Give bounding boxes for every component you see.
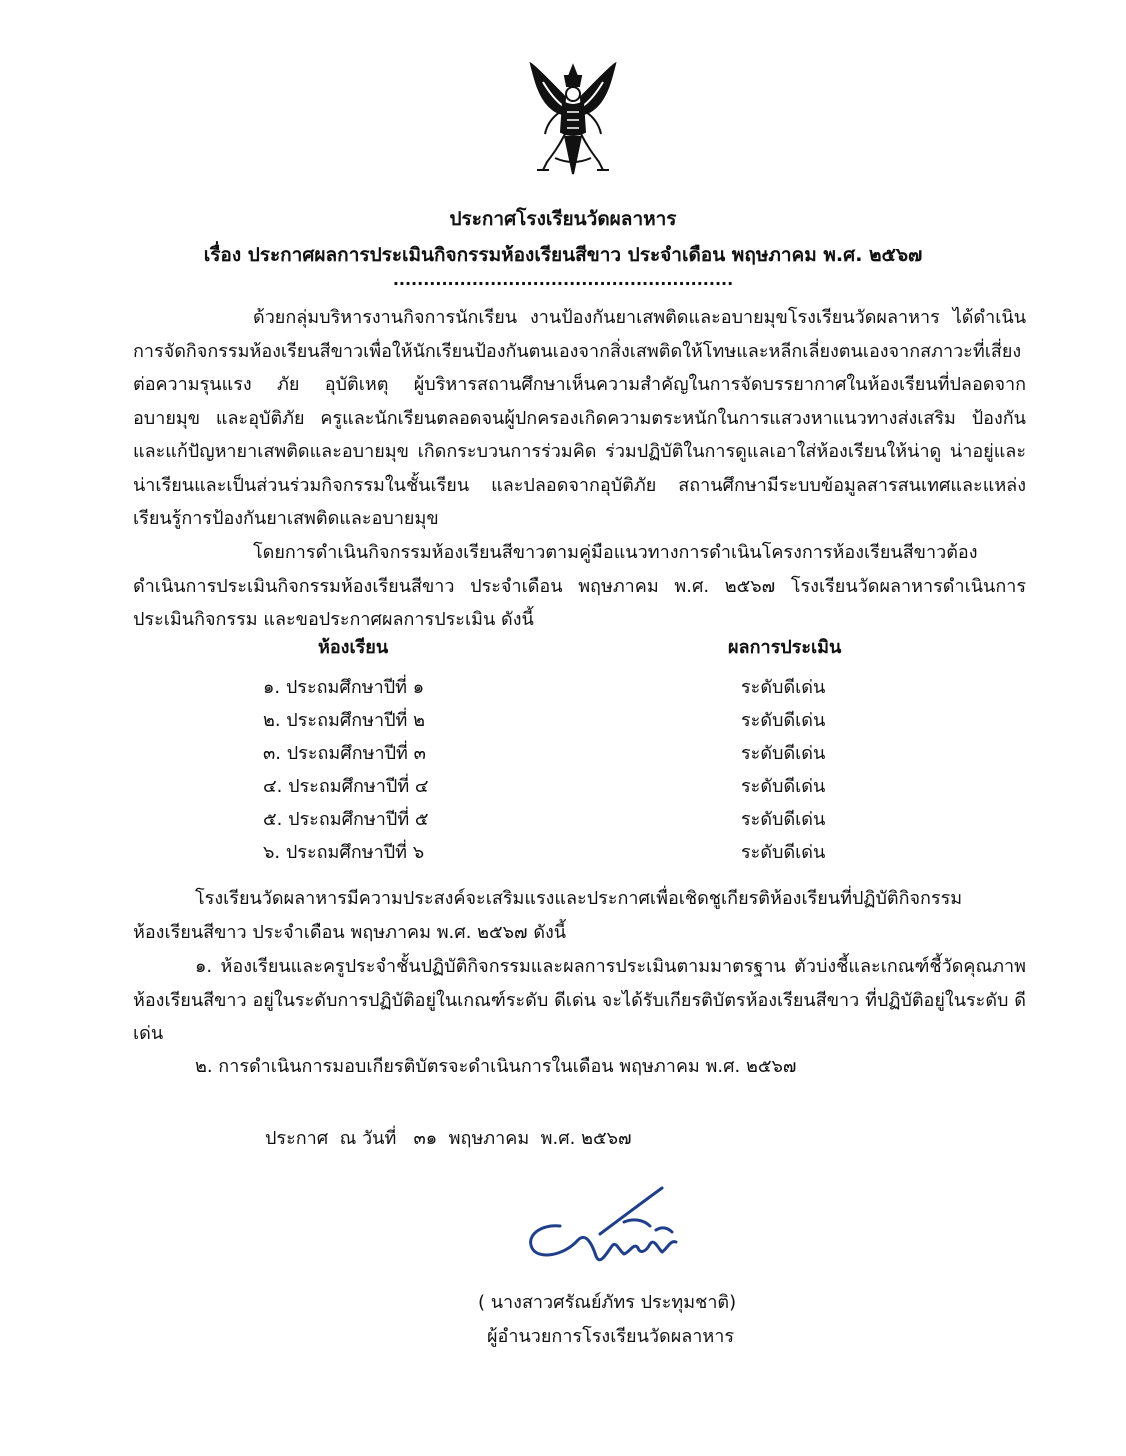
separator-line: ........................................................	[392, 270, 734, 289]
room-cell: ๓. ประถมศึกษาปีที่ ๓	[263, 743, 426, 764]
room-cell: ๕. ประถมศึกษาปีที่ ๕	[263, 809, 429, 830]
signer-position: ผู้อำนวยการโรงเรียนวัดผลาหาร	[487, 1326, 735, 1347]
body-paragraph-5: ๒. การดำเนินการมอบเกียรติบัตรจะดำเนินการในเดือน พฤษภาคม พ.ศ. ๒๕๖๗	[195, 1056, 797, 1077]
body-paragraph-4: ๑. ห้องเรียนและครูประจำชั้นปฏิบัติกิจกรรมและผลการประเมินตามมาตรฐาน ตัวบ่งชี้และเกณฑ์ชี้วัดคุณภาพห้องเรียนสีขาว อยู่ในระดับการปฏิบัติอยู่ในเกณฑ์ระดับ ดีเด่น จะได้รับเกียรติบัตรห้องเรียนสีขาว ที่ปฏิบัติอยู่ในระดับ ดีเด่น	[133, 956, 1026, 1044]
result-cell: ระดับดีเด่น	[741, 809, 826, 830]
result-cell: ระดับดีเด่น	[741, 842, 826, 863]
table-row	[0, 705, 1126, 738]
signer-name: ( นางสาวศรัณย์ภัทร ประทุมชาติ)	[478, 1292, 737, 1313]
announcement-subject: เรื่อง ประกาศผลการประเมินกิจกรรมห้องเรียนสีขาว ประจำเดือน พฤษภาคม พ.ศ. ๒๕๖๗	[203, 244, 923, 266]
result-cell: ระดับดีเด่น	[741, 743, 826, 764]
body-paragraph-3: โรงเรียนวัดผลาหารมีความประสงค์จะเสริมแรงและประกาศเพื่อเชิดชูเกียรติห้องเรียนที่ปฏิบัติกิจกรรมห้องเรียนสีขาว ประจำเดือน พฤษภาคม พ.ศ. ๒๕๖๗ ดังนี้	[133, 888, 963, 943]
result-cell: ระดับดีเด่น	[741, 710, 826, 731]
room-cell: ๒. ประถมศึกษาปีที่ ๒	[263, 710, 426, 731]
result-cell: ระดับดีเด่น	[741, 776, 826, 797]
room-cell: ๑. ประถมศึกษาปีที่ ๑	[263, 677, 425, 698]
announcement-date: ประกาศ ณ วันที่ ๓๑ พฤษภาคม พ.ศ. ๒๕๖๗	[265, 1128, 632, 1149]
body-paragraph-1: ด้วยกลุ่มบริหารงานกิจการนักเรียน งานป้องกันยาเสพติดและอบายมุขโรงเรียนวัดผลาหาร ได้ดำเนินการจัดกิจกรรมห้องเรียนสีขาวเพื่อให้นักเรียนป้องกันตนเองจากสิ่งเสพติดให้โทษและหลีกเลี่ยงตนเองจากสภาวะที่เสี่ยงต่อความรุนแรง ภัย อุบัติเหตุ ผู้บริหารสถานศึกษาเห็นความสำคัญในการจัดบรรยากาศในห้องเรียนที่ปลอดจากอบายมุข และอุบัติภัย ครูและนักเรียนตลอดจนผู้ปกครองเกิดความตระหนักในการแสวงหาแนวทางส่งเสริม ป้องกันและแก้ปัญหายาเสพติดและอบายมุข เกิดกระบวนการร่วมคิด ร่วมปฏิบัติในการดูแลเอาใส่ห้องเรียนให้น่าดู น่าอยู่และน่าเรียนและเป็นส่วนร่วมกิจกรรมในชั้นเรียน และปลอดจากอุบัติภัย สถานศึกษามีระบบข้อมูลสารสนเทศและแหล่งเรียนรู้การป้องกันยาเสพติดและอบายมุข	[133, 307, 1026, 529]
table-header-result: ผลการประเมิน	[728, 637, 842, 658]
body-paragraph-2: โดยการดำเนินกิจกรรมห้องเรียนสีขาวตามคู่มือแนวทางการดำเนินโครงการห้องเรียนสีขาวต้องดำเนินการประเมินกิจกรรมห้องเรียนสีขาว ประจำเดือน พฤษภาคม พ.ศ. ๒๕๖๗ โรงเรียนวัดผลาหารดำเนินการประเมินกิจกรรม และขอประกาศผลการประเมิน ดังนี้	[133, 542, 1027, 630]
table-row	[0, 804, 1126, 837]
table-row	[0, 738, 1126, 771]
table-row	[0, 672, 1126, 705]
garuda-emblem-icon	[525, 62, 621, 182]
table-header-room: ห้องเรียน	[318, 637, 389, 658]
result-cell: ระดับดีเด่น	[741, 677, 826, 698]
table-row	[0, 771, 1126, 804]
handwritten-signature-icon	[520, 1182, 700, 1277]
room-cell: ๔. ประถมศึกษาปีที่ ๔	[263, 776, 429, 797]
announcement-title: ประกาศโรงเรียนวัดผลาหาร	[449, 208, 677, 230]
room-cell: ๖. ประถมศึกษาปีที่ ๖	[263, 842, 425, 863]
table-row	[0, 837, 1126, 870]
